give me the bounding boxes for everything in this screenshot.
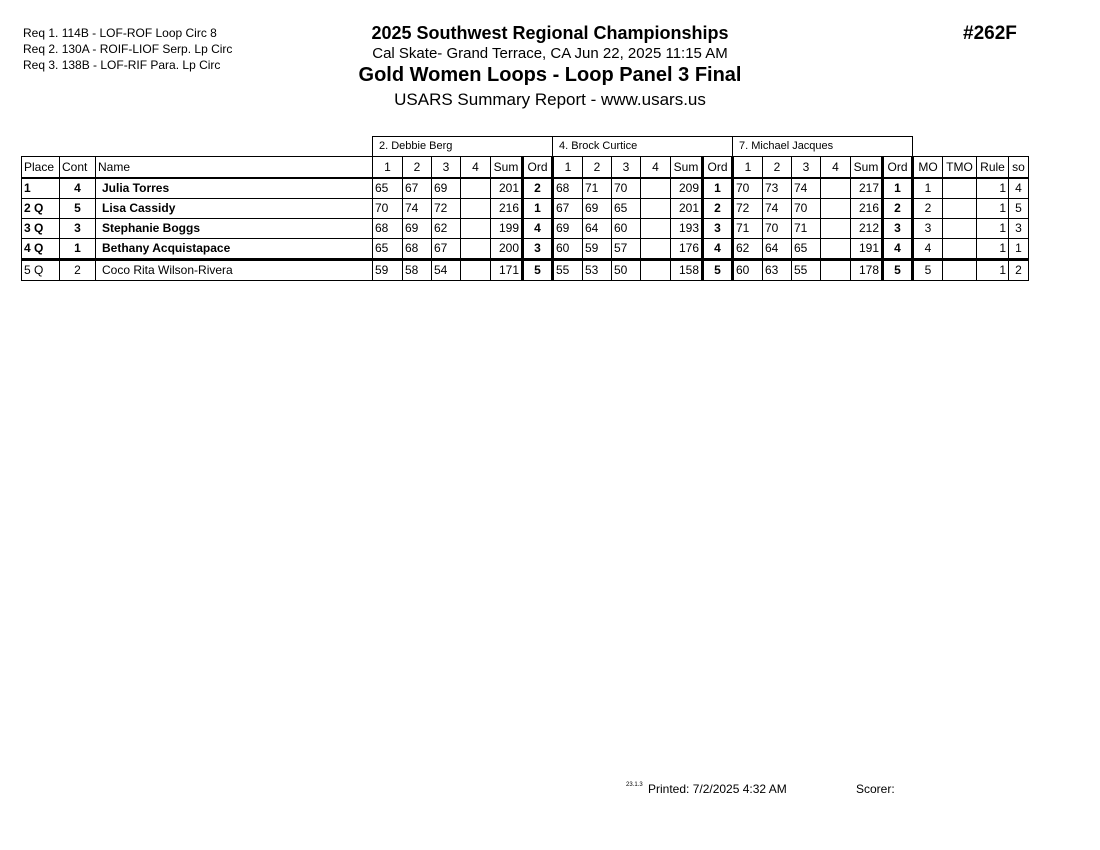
ord-cell: 4 — [883, 239, 913, 260]
sum-cell: 191 — [851, 239, 883, 260]
score-cell: 70 — [763, 219, 792, 239]
col-ord: Ord — [703, 157, 733, 179]
ord-cell: 2 — [703, 199, 733, 219]
score-cell — [641, 260, 671, 281]
col-j2: 2 — [583, 157, 612, 179]
score-cell: 74 — [763, 199, 792, 219]
place-cell: 1 — [22, 178, 60, 199]
score-cell: 60 — [733, 260, 763, 281]
score-cell: 65 — [373, 239, 403, 260]
so-cell: 4 — [1009, 178, 1029, 199]
scorer-label: Scorer: — [856, 782, 895, 796]
col-j2: 2 — [763, 157, 792, 179]
score-cell — [461, 199, 491, 219]
version-mark: 23.1.3 — [626, 782, 643, 788]
sum-cell: 216 — [851, 199, 883, 219]
score-cell: 59 — [373, 260, 403, 281]
table-row — [22, 199, 1029, 219]
skater-name: Lisa Cassidy — [96, 199, 373, 219]
ord-cell: 5 — [523, 260, 553, 281]
ord-cell: 2 — [883, 199, 913, 219]
col-j3: 3 — [432, 157, 461, 179]
col-ord: Ord — [523, 157, 553, 179]
score-cell: 64 — [763, 239, 792, 260]
score-cell — [821, 239, 851, 260]
requirement-2: Req 2. 130A - ROIF-LIOF Serp. Lp Circ — [23, 42, 233, 56]
col-j1: 1 — [733, 157, 763, 179]
score-cell: 65 — [373, 178, 403, 199]
sum-cell: 178 — [851, 260, 883, 281]
col-cont: Cont — [60, 157, 96, 179]
col-j1: 1 — [553, 157, 583, 179]
sum-cell: 171 — [491, 260, 523, 281]
col-sum: Sum — [851, 157, 883, 179]
col-sum: Sum — [491, 157, 523, 179]
score-cell — [821, 219, 851, 239]
table-row — [22, 178, 1029, 199]
col-mo: MO — [913, 157, 943, 179]
skater-name: Julia Torres — [96, 178, 373, 199]
tmo-cell — [943, 239, 977, 260]
score-cell — [821, 199, 851, 219]
col-j3: 3 — [612, 157, 641, 179]
sum-cell: 212 — [851, 219, 883, 239]
table-row — [22, 219, 1029, 239]
score-cell: 60 — [612, 219, 641, 239]
cont-cell: 3 — [60, 219, 96, 239]
score-cell: 72 — [432, 199, 461, 219]
report-title: USARS Summary Report - www.usars.us — [394, 90, 706, 109]
score-cell: 67 — [553, 199, 583, 219]
col-name: Name — [96, 157, 373, 179]
mo-cell: 2 — [913, 199, 943, 219]
score-cell — [461, 239, 491, 260]
score-cell: 60 — [553, 239, 583, 260]
ord-cell: 5 — [703, 260, 733, 281]
judge-header: 4. Brock Curtice — [553, 137, 733, 157]
ord-cell: 4 — [523, 219, 553, 239]
sum-cell: 201 — [491, 178, 523, 199]
score-cell — [641, 239, 671, 260]
sum-cell: 200 — [491, 239, 523, 260]
ord-cell: 3 — [883, 219, 913, 239]
col-j4: 4 — [461, 157, 491, 179]
score-cell: 70 — [373, 199, 403, 219]
score-cell: 50 — [612, 260, 641, 281]
judge-header: 7. Michael Jacques — [733, 137, 913, 157]
score-cell: 71 — [792, 219, 821, 239]
score-cell: 58 — [403, 260, 432, 281]
score-cell: 64 — [583, 219, 612, 239]
score-cell: 59 — [583, 239, 612, 260]
sum-cell: 158 — [671, 260, 703, 281]
score-cell: 65 — [792, 239, 821, 260]
skater-name: Stephanie Boggs — [96, 219, 373, 239]
score-cell: 70 — [792, 199, 821, 219]
ord-cell: 4 — [703, 239, 733, 260]
tmo-cell — [943, 178, 977, 199]
score-cell — [461, 178, 491, 199]
score-cell: 70 — [612, 178, 641, 199]
table-row — [22, 239, 1029, 260]
col-place: Place — [22, 157, 60, 179]
mo-cell: 1 — [913, 178, 943, 199]
tmo-cell — [943, 219, 977, 239]
place-cell: 2 Q — [22, 199, 60, 219]
so-cell: 3 — [1009, 219, 1029, 239]
score-cell: 71 — [733, 219, 763, 239]
score-cell: 68 — [373, 219, 403, 239]
ord-cell: 1 — [883, 178, 913, 199]
score-cell: 74 — [792, 178, 821, 199]
score-cell: 72 — [733, 199, 763, 219]
sum-cell: 209 — [671, 178, 703, 199]
score-cell: 65 — [612, 199, 641, 219]
location-date: Cal Skate- Grand Terrace, CA Jun 22, 2025 11:15 AM — [372, 45, 728, 62]
mo-cell: 5 — [913, 260, 943, 281]
score-cell: 57 — [612, 239, 641, 260]
col-j1: 1 — [373, 157, 403, 179]
score-cell — [461, 260, 491, 281]
event-title: Gold Women Loops - Loop Panel 3 Final — [358, 64, 742, 86]
score-cell: 74 — [403, 199, 432, 219]
sum-cell: 216 — [491, 199, 523, 219]
score-cell: 71 — [583, 178, 612, 199]
score-cell: 67 — [403, 178, 432, 199]
score-cell: 68 — [553, 178, 583, 199]
sum-cell: 201 — [671, 199, 703, 219]
col-sum: Sum — [671, 157, 703, 179]
cont-cell: 4 — [60, 178, 96, 199]
sum-cell: 217 — [851, 178, 883, 199]
score-cell: 62 — [733, 239, 763, 260]
score-cell: 55 — [553, 260, 583, 281]
ord-cell: 5 — [883, 260, 913, 281]
score-cell: 63 — [763, 260, 792, 281]
tmo-cell — [943, 199, 977, 219]
col-so: so — [1009, 157, 1029, 179]
col-j4: 4 — [641, 157, 671, 179]
score-cell: 73 — [763, 178, 792, 199]
score-cell: 54 — [432, 260, 461, 281]
cont-cell: 5 — [60, 199, 96, 219]
tmo-cell — [943, 260, 977, 281]
ord-cell: 1 — [523, 199, 553, 219]
score-cell: 67 — [432, 239, 461, 260]
sum-cell: 176 — [671, 239, 703, 260]
ord-cell: 1 — [703, 178, 733, 199]
so-cell: 1 — [1009, 239, 1029, 260]
score-cell: 69 — [553, 219, 583, 239]
skater-name: Bethany Acquistapace — [96, 239, 373, 260]
printed-date: Printed: 7/2/2025 4:32 AM — [648, 782, 787, 796]
judge-header: 2. Debbie Berg — [373, 137, 553, 157]
event-number: #262F — [963, 23, 1017, 44]
rule-cell: 1 — [977, 239, 1009, 260]
cont-cell: 1 — [60, 239, 96, 260]
requirement-3: Req 3. 138B - LOF-RIF Para. Lp Circ — [23, 58, 221, 72]
cont-cell: 2 — [60, 260, 96, 281]
score-cell: 53 — [583, 260, 612, 281]
rule-cell: 1 — [977, 178, 1009, 199]
score-cell — [641, 178, 671, 199]
rule-cell: 1 — [977, 199, 1009, 219]
so-cell: 2 — [1009, 260, 1029, 281]
score-cell — [641, 199, 671, 219]
col-rule: Rule — [977, 157, 1009, 179]
ord-cell: 3 — [703, 219, 733, 239]
ord-cell: 3 — [523, 239, 553, 260]
score-cell — [461, 219, 491, 239]
judges-row — [22, 137, 1029, 157]
mo-cell: 4 — [913, 239, 943, 260]
col-ord: Ord — [883, 157, 913, 179]
score-cell: 69 — [583, 199, 612, 219]
table-row — [22, 260, 1029, 281]
so-cell: 5 — [1009, 199, 1029, 219]
score-cell: 68 — [403, 239, 432, 260]
competition-title: 2025 Southwest Regional Championships — [371, 23, 729, 43]
col-j2: 2 — [403, 157, 432, 179]
score-cell: 69 — [432, 178, 461, 199]
score-cell: 69 — [403, 219, 432, 239]
place-cell: 3 Q — [22, 219, 60, 239]
place-cell: 5 Q — [22, 260, 60, 281]
score-cell: 62 — [432, 219, 461, 239]
sum-cell: 193 — [671, 219, 703, 239]
score-cell — [821, 260, 851, 281]
col-j4: 4 — [821, 157, 851, 179]
score-cell — [821, 178, 851, 199]
mo-cell: 3 — [913, 219, 943, 239]
place-cell: 4 Q — [22, 239, 60, 260]
column-header-row — [22, 157, 1029, 179]
score-cell: 70 — [733, 178, 763, 199]
requirement-1: Req 1. 114B - LOF-ROF Loop Circ 8 — [23, 26, 217, 40]
col-j3: 3 — [792, 157, 821, 179]
sum-cell: 199 — [491, 219, 523, 239]
score-cell: 55 — [792, 260, 821, 281]
score-cell — [641, 219, 671, 239]
skater-name: Coco Rita Wilson-Rivera — [96, 260, 373, 281]
rule-cell: 1 — [977, 260, 1009, 281]
ord-cell: 2 — [523, 178, 553, 199]
results-table — [21, 136, 1029, 281]
requirements-list — [23, 25, 232, 73]
col-tmo: TMO — [943, 157, 977, 179]
rule-cell: 1 — [977, 219, 1009, 239]
